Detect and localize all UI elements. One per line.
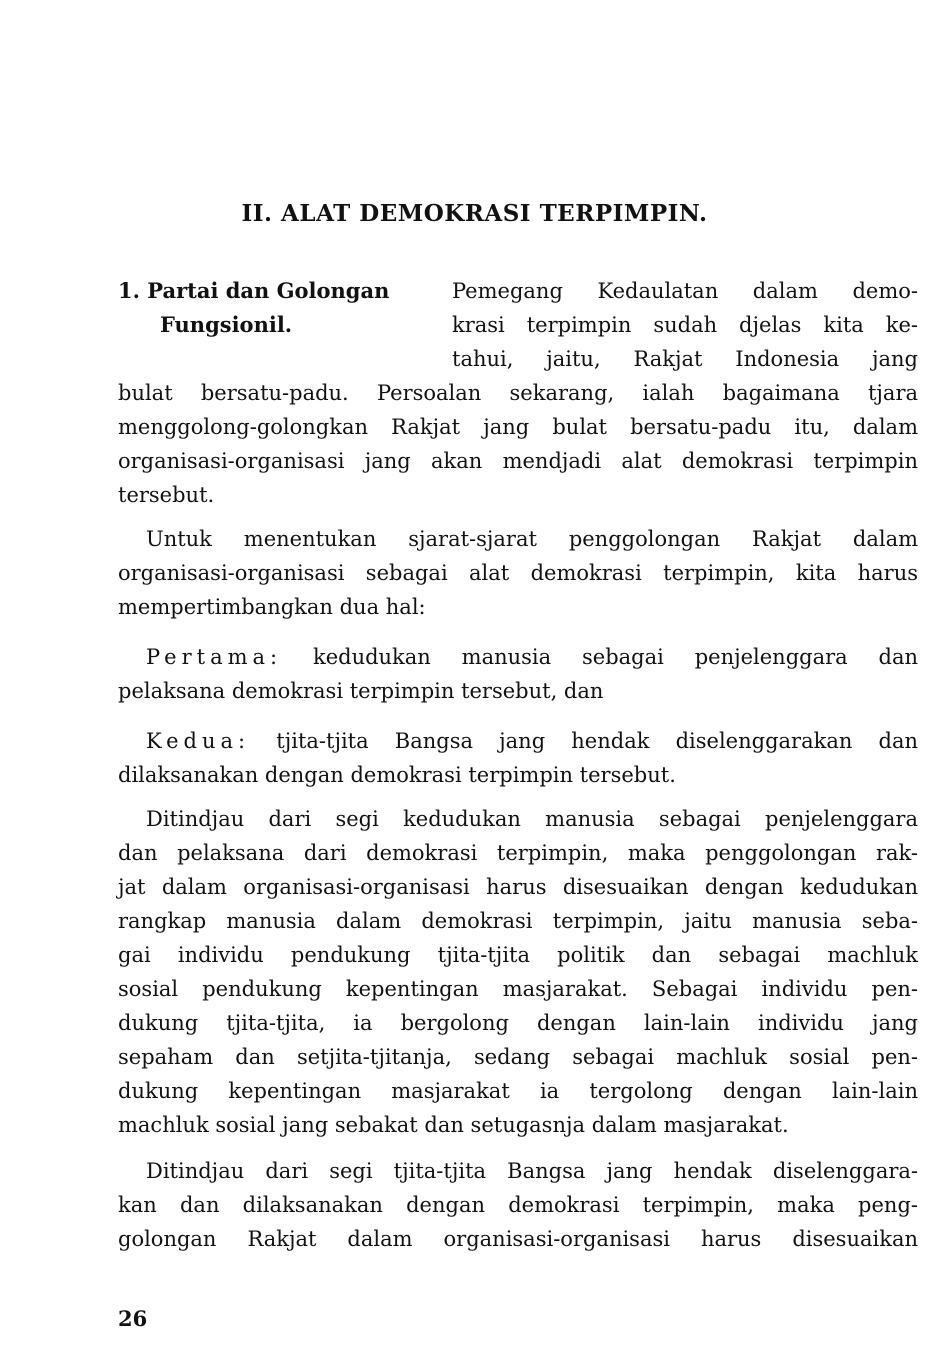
text-line: organisasi-organisasi sebagai alat demokrasi terpimpin, kita harus: [118, 561, 918, 585]
text-line: machluk sosial jang sebakat dan setugasnja dalam masjarakat.: [118, 1113, 789, 1137]
intro-side-text: [452, 274, 918, 376]
section-number: 1.: [118, 278, 140, 303]
text-line: Untuk menentukan sjarat-sjarat penggolongan Rakjat dalam: [146, 527, 918, 551]
paragraph-4: [118, 1154, 918, 1256]
text-line: Ditindjau dari segi tjita-tjita Bangsa jang hendak diselenggara-: [146, 1159, 918, 1183]
page-number: 26: [118, 1306, 148, 1331]
pertama-label: Pertama:: [146, 645, 283, 669]
section-heading-line1: Partai dan Golongan: [147, 278, 390, 303]
intro-line: Pemegang Kedaulatan dalam demo-: [452, 279, 918, 303]
text-line: menggolong-golongkan Rakjat jang bulat bersatu-padu itu, dalam: [118, 415, 918, 439]
intro-line: krasi terpimpin sudah djelas kita ke-: [452, 313, 918, 337]
point-pertama: [118, 640, 918, 708]
text-line: dan pelaksana dari demokrasi terpimpin, maka penggolongan rak-: [118, 841, 918, 865]
text-line: tersebut.: [118, 483, 215, 507]
text-line: golongan Rakjat dalam organisasi-organisasi harus disesuaikan: [118, 1227, 918, 1251]
text-line: dilaksanakan dengan demokrasi terpimpin tersebut.: [118, 763, 676, 787]
text-line: jat dalam organisasi-organisasi harus disesuaikan dengan kedudukan: [118, 875, 918, 899]
intro-line: tahui, jaitu, Rakjat Indonesia jang: [452, 347, 918, 371]
text-line: sosial pendukung kepentingan masjarakat. Sebagai individu pen-: [118, 977, 918, 1001]
text-line: sepaham dan setjita-tjitanja, sedang sebagai machluk sosial pen-: [118, 1045, 918, 1069]
text-line: Ditindjau dari segi kedudukan manusia sebagai penjelenggara: [146, 807, 918, 831]
point-kedua: [118, 724, 918, 792]
kedua-first-line: [118, 724, 918, 758]
text-line: pelaksana demokrasi terpimpin tersebut, dan: [118, 679, 604, 703]
paragraph-2: [118, 522, 918, 624]
text-line: gai individu pendukung tjita-tjita politik dan sebagai machluk: [118, 943, 918, 967]
text-line: mempertimbangkan dua hal:: [118, 595, 426, 619]
section-heading-line2: Fungsionil.: [160, 312, 293, 337]
text-line: dukung kepentingan masjarakat ia tergolong dengan lain-lain: [118, 1079, 918, 1103]
paragraph-3: [118, 802, 918, 1142]
kedua-label: Kedua:: [146, 729, 251, 753]
chapter-title: II. ALAT DEMOKRASI TERPIMPIN.: [241, 200, 708, 227]
text-line: kan dan dilaksanakan dengan demokrasi terpimpin, maka peng-: [118, 1193, 918, 1217]
pertama-first-line: [118, 640, 918, 674]
paragraph-1: [118, 376, 918, 512]
text-line: rangkap manusia dalam demokrasi terpimpin, jaitu manusia seba-: [118, 909, 918, 933]
text-line: bulat bersatu-padu. Persoalan sekarang, ialah bagaimana tjara: [118, 381, 918, 405]
text-line: dukung tjita-tjita, ia bergolong dengan lain-lain individu jang: [118, 1011, 918, 1035]
section-heading: [118, 274, 448, 342]
pertama-text: kedudukan manusia sebagai penjelenggara dan: [312, 645, 918, 669]
kedua-text: tjita-tjita Bangsa jang hendak diselenggarakan dan: [276, 729, 918, 753]
text-line: organisasi-organisasi jang akan mendjadi alat demokrasi terpimpin: [118, 449, 918, 473]
